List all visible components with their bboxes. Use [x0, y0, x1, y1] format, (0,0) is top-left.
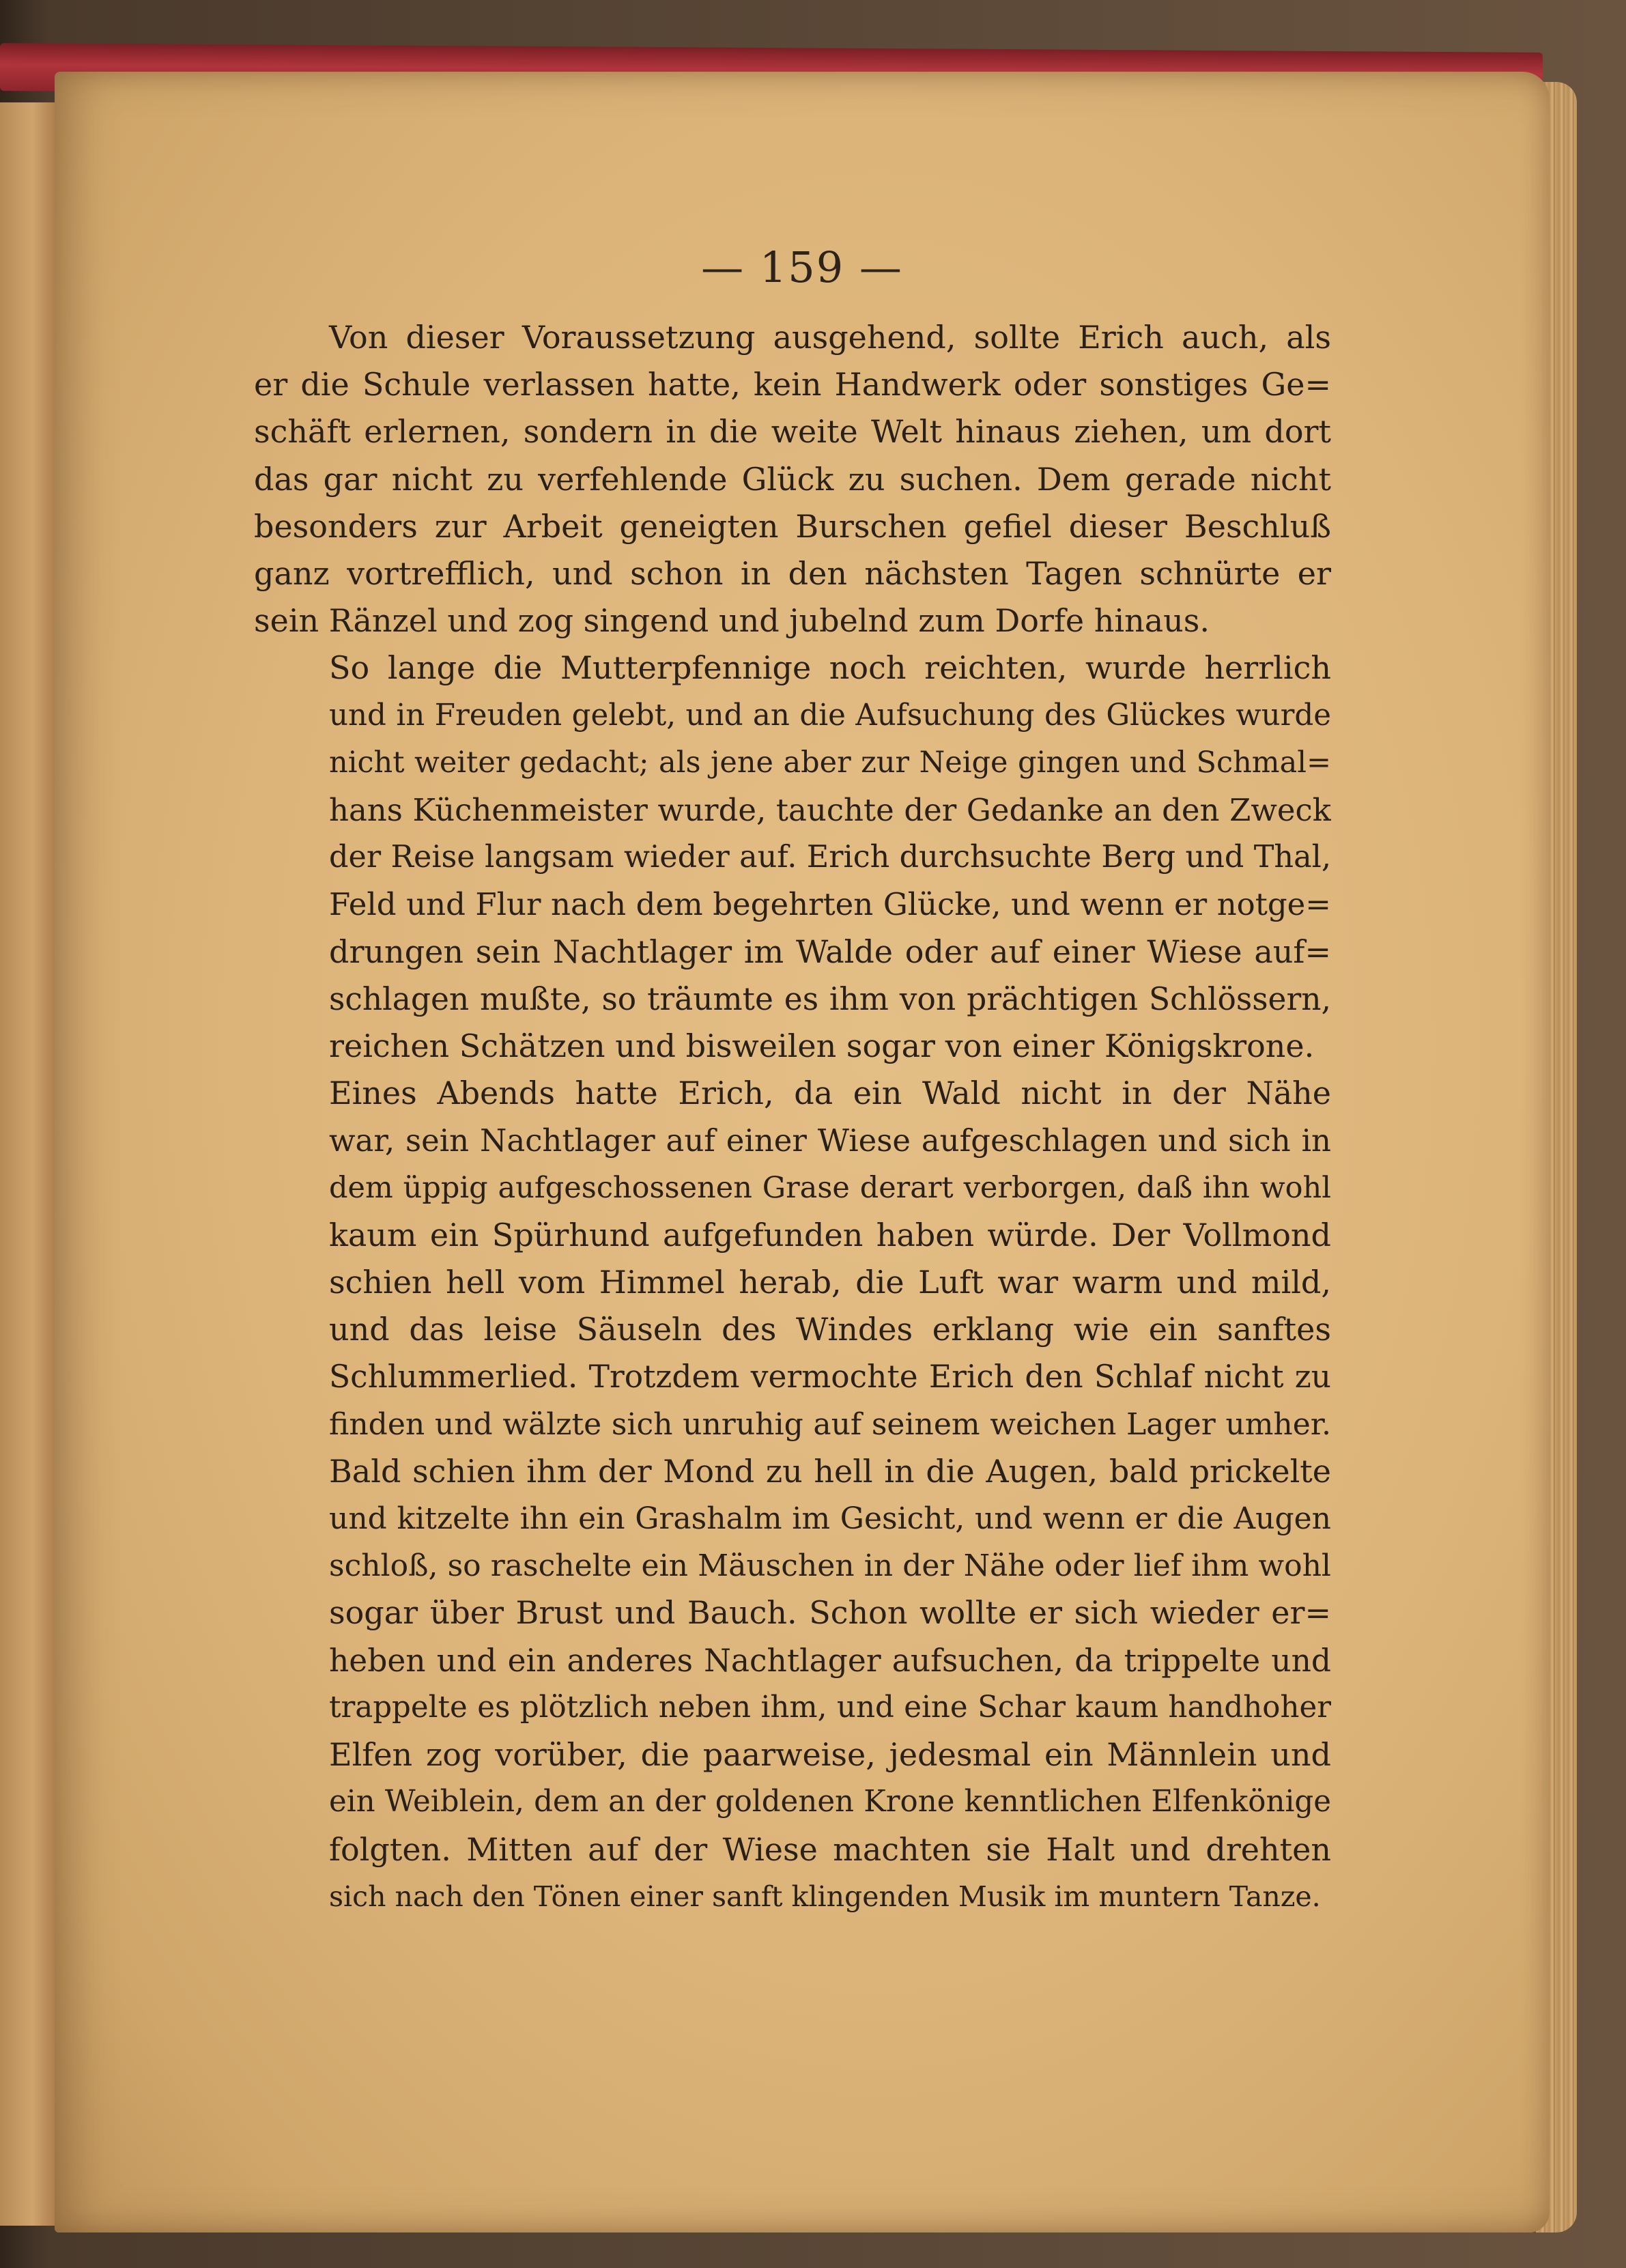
text-line: Elfen zog vorüber, die paarweise, jedesmal ein Männlein und [329, 1736, 1331, 1774]
previous-page-edge [0, 102, 61, 2226]
text-line: trappelte es plötzlich neben ihm, und eine Schar kaum handhoher [329, 1690, 1331, 1725]
text-line: und das leise Säuseln des Windes erklang wie ein sanftes [329, 1311, 1331, 1348]
text-line: sich nach den Tönen einer sanft klingenden Musik im muntern Tanze. [329, 1880, 1321, 1913]
text-line: sogar über Brust und Bauch. Schon wollte er sich wieder er= [329, 1594, 1331, 1632]
text-line: sein Ränzel und zog singend und jubelnd zum Dorfe hinaus. [254, 602, 1210, 640]
text-line: besonders zur Arbeit geneigten Burschen gefiel dieser Beschluß [254, 507, 1331, 545]
text-line: kaum ein Spürhund aufgefunden haben würde. Der Vollmond [329, 1216, 1331, 1253]
text-line: Feld und Flur nach dem begehrten Glücke, und wenn er notge= [329, 886, 1331, 923]
paragraph-1 [254, 314, 1331, 644]
body-text [254, 314, 1331, 1920]
text-line: er die Schule verlassen hatte, kein Handwerk oder sonstiges Ge= [254, 366, 1331, 403]
text-line: finden und wälzte sich unruhig auf seinem weichen Lager umher. [329, 1406, 1331, 1442]
text-line: war, sein Nachtlager auf einer Wiese aufgeschlagen und sich in [329, 1122, 1331, 1159]
text-line: heben und ein anderes Nachtlager aufsuchen, da trippelte und [329, 1642, 1331, 1679]
text-line: reichen Schätzen und bisweilen sogar von einer Königskrone. [329, 1027, 1315, 1065]
text-line: schäft erlernen, sondern in die weite Welt hinaus ziehen, um dort [254, 413, 1331, 451]
paragraph-2 [254, 644, 1331, 1070]
text-line: hans Küchenmeister wurde, tauchte der Gedanke an den Zweck [329, 792, 1331, 829]
text-line: das gar nicht zu verfehlende Glück zu suchen. Dem gerade nicht [254, 460, 1331, 498]
page-number: — 159 — [701, 242, 903, 292]
text-line: drungen sein Nachtlager im Walde oder auf einer Wiese auf= [329, 933, 1331, 970]
text-line: folgten. Mitten auf der Wiese machten sie Halt und drehten [329, 1830, 1331, 1868]
text-line: ganz vortrefflich, und schon in den nächsten Tagen schnürte er [254, 555, 1331, 593]
text-line: Von dieser Voraussetzung ausgehend, sollte Erich auch, als [329, 319, 1331, 356]
text-line: nicht weiter gedacht; als jene aber zur Neige gingen und Schmal= [329, 745, 1331, 780]
text-line: schlagen mußte, so träumte es ihm von prächtigen Schlössern, [329, 980, 1331, 1017]
text-line: und in Freuden gelebt, und an die Aufsuchung des Glückes wurde [329, 698, 1331, 733]
text-line: schloß, so raschelte ein Mäuschen in der Nähe oder lief ihm wohl [329, 1548, 1331, 1584]
text-line: und kitzelte ihn ein Grashalm im Gesicht, und wenn er die Augen [329, 1501, 1331, 1537]
text-line: schien hell vom Himmel herab, die Luft war warm und mild, [329, 1264, 1331, 1301]
text-line: Schlummerlied. Trotzdem vermochte Erich den Schlaf nicht zu [329, 1359, 1331, 1395]
paragraph-3 [254, 1070, 1331, 1920]
text-line: der Reise langsam wieder auf. Erich durchsuchte Berg und Thal, [329, 840, 1331, 875]
text-line: dem üppig aufgeschossenen Grase derart verborgen, daß ihn wohl [329, 1170, 1331, 1205]
text-line: So lange die Mutterpfennige noch reichten, wurde herrlich [329, 649, 1331, 687]
text-line: Bald schien ihm der Mond zu hell in die Augen, bald prickelte [329, 1452, 1331, 1490]
text-line: ein Weiblein, dem an der goldenen Krone kenntlichen Elfenkönige [329, 1785, 1331, 1819]
text-line: Eines Abends hatte Erich, da ein Wald nicht in der Nähe [329, 1075, 1331, 1112]
book-page [55, 72, 1550, 2232]
